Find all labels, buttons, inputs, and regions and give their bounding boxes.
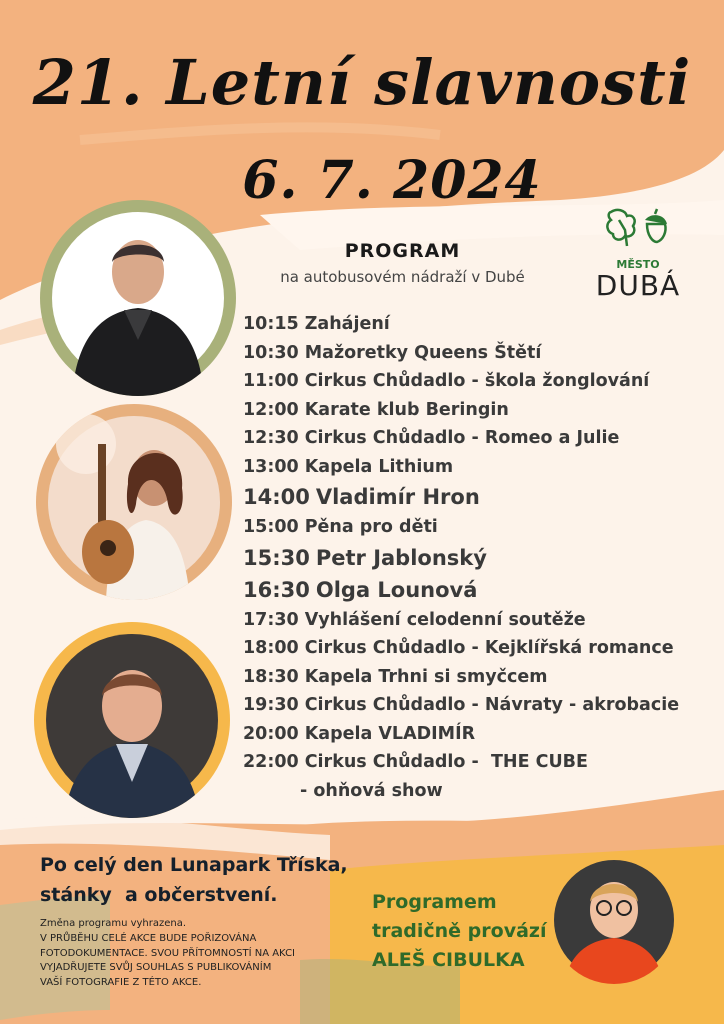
performer-photo-3 <box>34 622 230 818</box>
schedule-event: Cirkus Chůdadlo - Romeo a Julie <box>304 428 620 448</box>
leaf-icon <box>605 206 671 250</box>
schedule-event: Zahájení <box>304 314 390 334</box>
schedule-event: Petr Jablonský <box>315 545 487 570</box>
schedule-event: Olga Lounová <box>315 577 478 602</box>
program-schedule <box>243 310 713 805</box>
schedule-event: Cirkus Chůdadlo - Návraty - akrobacie <box>304 695 680 715</box>
host-line-2: tradičně provází <box>372 920 547 942</box>
schedule-time: 12:00 <box>243 399 299 420</box>
schedule-time: 14:00 <box>243 485 310 509</box>
schedule-time: 22:00 <box>243 752 299 772</box>
schedule-time: 11:00 <box>243 371 299 391</box>
notice-line: VAŠÍ FOTOGRAFIE Z TÉTO AKCE. <box>40 977 202 989</box>
schedule-row <box>243 691 713 720</box>
schedule-time: 19:30 <box>243 695 299 715</box>
host-line-1: Programem <box>372 891 497 913</box>
schedule-row <box>243 606 713 635</box>
schedule-row <box>243 367 713 396</box>
schedule-event: Cirkus Chůdadlo - THE CUBE <box>304 752 588 772</box>
schedule-row-headliner <box>243 481 713 513</box>
schedule-time: 16:30 <box>243 577 310 602</box>
schedule-event: Cirkus Chůdadlo - škola žonglování <box>304 371 650 391</box>
performer-photo-2 <box>36 404 232 600</box>
lunapark-note <box>40 850 348 910</box>
schedule-row <box>243 720 713 749</box>
schedule-time: 10:30 <box>243 342 299 363</box>
schedule-time: 15:30 <box>243 545 310 570</box>
schedule-event: Mažoretky Queens Štětí <box>304 342 542 363</box>
schedule-event: Karate klub Beringin <box>304 399 509 420</box>
town-logo <box>588 206 688 301</box>
schedule-event: Kapela VLADIMÍR <box>304 723 476 744</box>
schedule-event: Cirkus Chůdadlo - Kejklířská romance <box>304 638 674 658</box>
schedule-row <box>243 310 713 339</box>
schedule-time: 12:30 <box>243 428 299 448</box>
schedule-row <box>243 396 713 425</box>
schedule-row <box>243 634 713 663</box>
program-heading <box>260 240 545 286</box>
schedule-row <box>243 663 713 692</box>
performer-photo-1 <box>40 200 236 396</box>
schedule-row <box>243 339 713 368</box>
lunapark-line-2: stánky a občerstvení. <box>40 884 278 906</box>
schedule-event: Kapela Lithium <box>304 456 454 477</box>
schedule-time: 17:30 <box>243 609 299 630</box>
program-title: PROGRAM <box>344 240 461 262</box>
photo-consent-notice <box>40 917 295 991</box>
acorn-icon <box>645 209 667 242</box>
notice-line: FOTODOKUMENTACE. SVOU PŘÍTOMNOSTÍ NA AKCI <box>40 947 295 959</box>
notice-line: VYJADŘUJETE SVŮJ SOUHLAS S PUBLIKOVÁNÍM <box>40 962 272 974</box>
lunapark-line-1: Po celý den Lunapark Tříska, <box>40 854 348 876</box>
schedule-time: 20:00 <box>243 723 299 744</box>
logo-small-text: MĚSTO <box>616 258 660 271</box>
schedule-row <box>243 748 713 777</box>
schedule-row-continuation <box>243 777 713 806</box>
schedule-event: Kapela Trhni si smyčcem <box>304 666 548 687</box>
schedule-event: Vladimír Hron <box>315 485 480 509</box>
schedule-event: Pěna pro děti <box>304 517 438 537</box>
notice-line: Změna programu vyhrazena. <box>40 918 187 929</box>
schedule-time: 13:00 <box>243 456 299 477</box>
host-note <box>372 888 546 975</box>
schedule-row <box>243 424 713 453</box>
event-title: 21. Letní slavnosti <box>32 46 692 119</box>
schedule-time: 10:15 <box>243 314 299 334</box>
schedule-row-headliner <box>243 542 713 574</box>
schedule-event: - ohňová show <box>300 780 443 801</box>
schedule-time: 15:00 <box>243 517 299 537</box>
notice-line: V PRŮBĚHU CELÉ AKCE BUDE POŘIZOVÁNA <box>40 932 257 944</box>
schedule-row <box>243 453 713 482</box>
event-date: 6. 7. 2024 <box>242 150 542 211</box>
schedule-row-headliner <box>243 574 713 606</box>
schedule-time: 18:00 <box>243 638 299 658</box>
schedule-time: 18:30 <box>243 666 299 687</box>
host-name: ALEŠ CIBULKA <box>372 949 525 971</box>
host-photo <box>550 856 678 984</box>
schedule-row <box>243 513 713 542</box>
schedule-event: Vyhlášení celodenní soutěže <box>304 609 586 630</box>
logo-town-name: DUBÁ <box>595 269 681 302</box>
program-subtitle: na autobusovém nádraží v Dubé <box>280 268 525 286</box>
